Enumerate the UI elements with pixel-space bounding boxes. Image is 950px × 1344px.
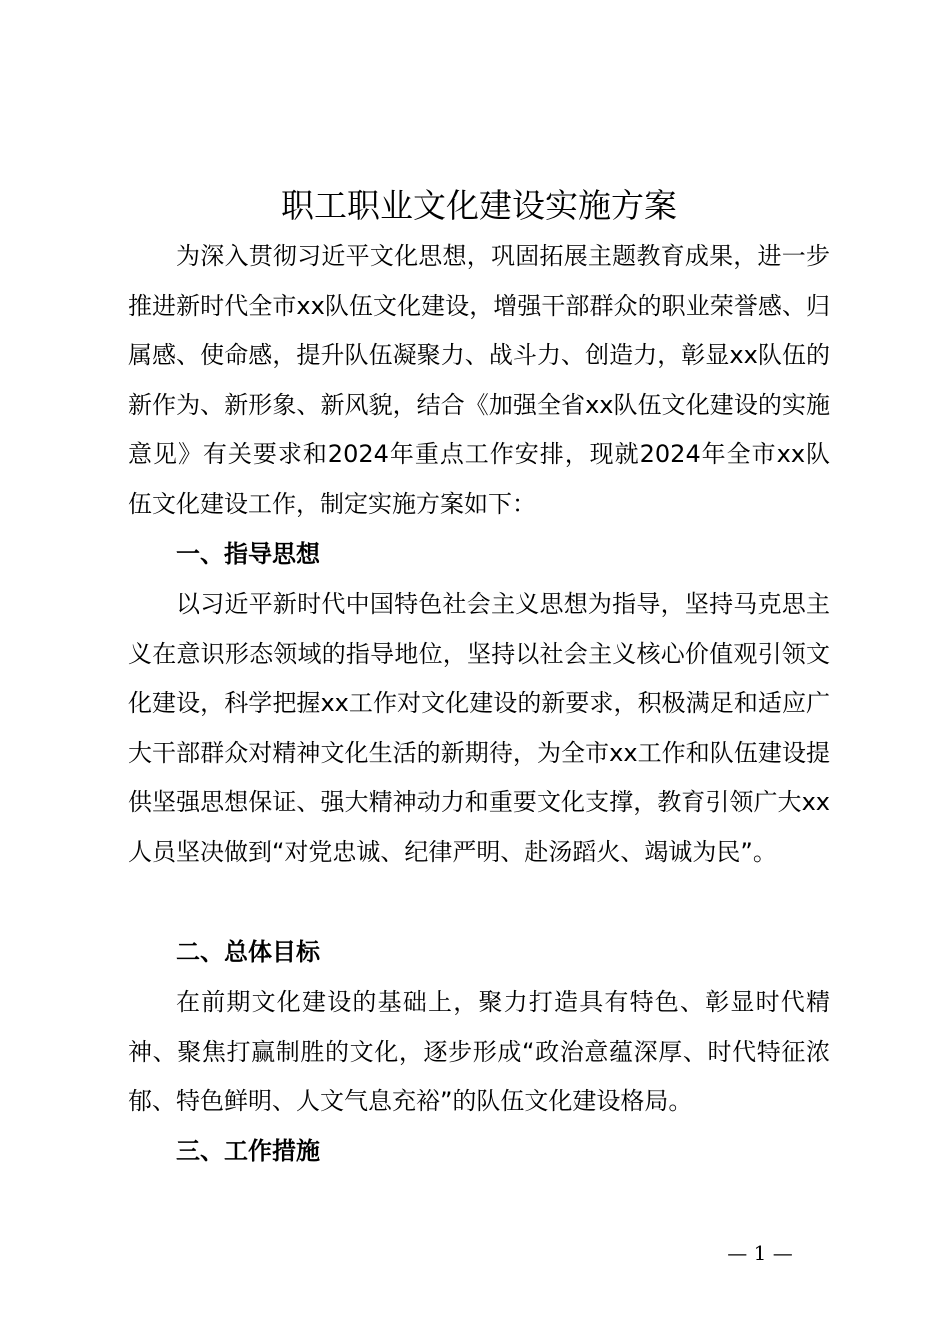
section-heading-work-measures: 三、工作措施 [176, 1137, 320, 1165]
intro-paragraph: 为深入贯彻习近平文化思想，巩固拓展主题教育成果，进一步推进新时代全市xx队伍文化建设，增强干部群众的职业荣誉感、归属感、使命感，提升队伍凝聚力、战斗力、创造力，彰显xx队伍的新作为、新形象、新风貌，结合《加强全省xx队伍文化建设的实施意见》有关要求和2024年重点工作安排，现就2024年全市xx队伍文化建设工作，制定实施方案如下： [128, 242, 830, 518]
section-heading-guiding-ideology: 一、指导思想 [176, 540, 320, 568]
section-body-overall-goal: 在前期文化建设的基础上，聚力打造具有特色、彰显时代精神、聚焦打赢制胜的文化，逐步形成“政治意蕴深厚、时代特征浓郁、特色鲜明、人文气息充裕”的队伍文化建设格局。 [128, 988, 830, 1116]
page-number: — 1 — [727, 1241, 793, 1265]
document-title: 职工职业文化建设实施方案 [281, 186, 677, 225]
section-heading-overall-goal: 二、总体目标 [176, 938, 320, 966]
section-body-guiding-ideology: 以习近平新时代中国特色社会主义思想为指导，坚持马克思主义在意识形态领域的指导地位，坚持以社会主义核心价值观引领文化建设，科学把握xx工作对文化建设的新要求，积极满足和适应广大干部群众对精神文化生活的新期待，为全市xx工作和队伍建设提供坚强思想保证、强大精神动力和重要文化支撑，教育引领广大xx人员坚决做到“对党忠诚、纪律严明、赴汤蹈火、竭诚为民”。 [128, 590, 830, 866]
